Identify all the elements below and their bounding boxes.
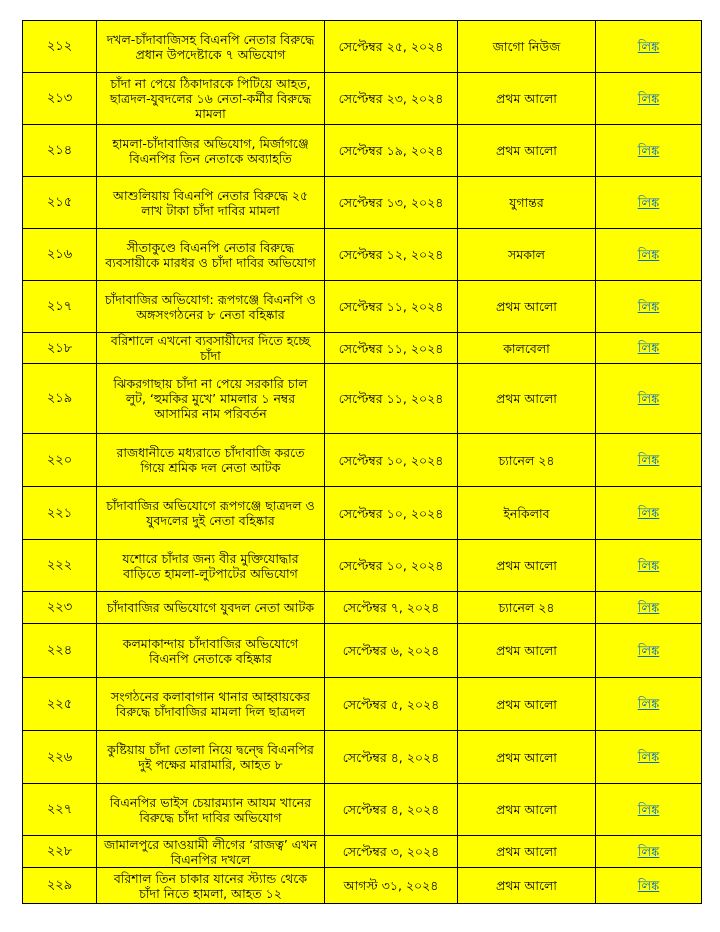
row-date: সেপ্টেম্বর ২৩, ২০২৪ [325,73,458,125]
row-title: যশোরে চাঁদার জন্য বীর মুক্তিযোদ্ধার বাড়িতে হামলা-লুটপাটের অভিযোগ [97,540,325,592]
row-date: সেপ্টেম্বর ১০, ২০২৪ [325,540,458,592]
row-number: ২২৩ [23,592,97,624]
table-row [23,73,702,125]
news-table-sheet [22,20,701,904]
row-title: ঝিকরগাছায় চাঁদা না পেয়ে সরকারি চাল লুট, ‘হুমকির মুখে’ মামলার ১ নম্বর আসামির নাম পরিবর্তন [97,364,325,434]
row-title: বরিশাল তিন চাকার যানের স্ট্যান্ড থেকে চাঁদা নিতে হামলা, আহত ১২ [97,868,325,904]
row-title: চাঁদাবাজির অভিযোগ: রূপগঞ্জে বিএনপি ও অঙ্গসংগঠনের ৮ নেতা বহিষ্কার [97,281,325,333]
table-row [23,333,702,364]
row-link[interactable]: লিঙ্ক [637,802,660,818]
row-link-cell [596,281,702,333]
row-date: সেপ্টেম্বর ৭, ২০২৪ [325,592,458,624]
row-link[interactable]: লিঙ্ক [637,299,660,315]
table-row [23,784,702,836]
row-number: ২১৭ [23,281,97,333]
row-link[interactable]: লিঙ্ক [637,558,660,574]
row-link[interactable]: লিঙ্ক [637,750,660,765]
row-source: প্রথম আলো [458,540,596,592]
table-row [23,624,702,678]
row-link-cell [596,434,702,487]
row-number: ২১৬ [23,229,97,281]
row-title: চাঁদাবাজির অভিযোগে রূপগঞ্জে ছাত্রদল ও যুবদলের দুই নেতা বহিষ্কার [97,487,325,540]
table-row [23,678,702,731]
row-date: সেপ্টেম্বর ৬, ২০২৪ [325,624,458,678]
row-date: সেপ্টেম্বর ১১, ২০২৪ [325,281,458,333]
row-title: হামলা-চাঁদাবাজির অভিযোগ, মির্জাগঞ্জে বিএনপির তিন নেতাকে অব্যাহতি [97,125,325,177]
row-link[interactable]: লিঙ্ক [637,391,660,407]
row-link-cell [596,229,702,281]
row-source: প্রথম আলো [458,281,596,333]
row-source: প্রথম আলো [458,125,596,177]
row-title: দখল-চাঁদাবাজিসহ বিএনপি নেতার বিরুদ্ধে প্রধান উপদেষ্টাকে ৭ অভিযোগ [97,21,325,73]
row-number: ২১৫ [23,177,97,229]
row-number: ২১৮ [23,333,97,364]
row-number: ২২০ [23,434,97,487]
row-link[interactable]: লিঙ্ক [637,697,660,712]
row-link[interactable]: লিঙ্ক [637,600,660,616]
row-number: ২২৭ [23,784,97,836]
row-date: সেপ্টেম্বর ১২, ২০২৪ [325,229,458,281]
row-link-cell [596,731,702,784]
row-number: ২২৯ [23,868,97,904]
news-table [22,20,702,904]
row-number: ২২৮ [23,836,97,868]
table-row [23,592,702,624]
row-link-cell [596,784,702,836]
table-row [23,281,702,333]
row-link-cell [596,73,702,125]
row-date: আগস্ট ৩১, ২০২৪ [325,868,458,904]
news-table-body [23,21,702,904]
row-number: ২২৪ [23,624,97,678]
row-title: চাঁদা না পেয়ে ঠিকাদারকে পিটিয়ে আহত, ছাত্রদল-যুবদলের ১৬ নেতা-কর্মীর বিরুদ্ধে মামলা [97,73,325,125]
row-source: ইনকিলাব [458,487,596,540]
row-source: প্রথম আলো [458,836,596,868]
row-title: বরিশালে এখনো ব্যবসায়ীদের দিতে হচ্ছে চাঁদা [97,333,325,364]
row-link[interactable]: লিঙ্ক [637,643,660,659]
table-row [23,21,702,73]
row-link[interactable]: লিঙ্ক [637,878,660,894]
row-link[interactable]: লিঙ্ক [637,844,660,860]
row-link-cell [596,21,702,73]
row-number: ২১২ [23,21,97,73]
row-date: সেপ্টেম্বর ৪, ২০২৪ [325,731,458,784]
row-title: রাজধানীতে মধ্যরাতে চাঁদাবাজি করতে গিয়ে শ্রমিক দল নেতা আটক [97,434,325,487]
row-link-cell [596,678,702,731]
table-row [23,868,702,904]
table-row [23,364,702,434]
row-number: ২২৫ [23,678,97,731]
table-row [23,836,702,868]
row-title: সংগঠনের কলাবাগান থানার আহ্বায়কের বিরুদ্ধে চাঁদাবাজির মামলা দিল ছাত্রদল [97,678,325,731]
row-link-cell [596,125,702,177]
row-link[interactable]: লিঙ্ক [637,341,660,356]
row-number: ২১৪ [23,125,97,177]
row-link[interactable]: লিঙ্ক [637,195,660,211]
row-title: জামালপুরে আওয়ামী লীগের ‘রাজত্ব’ এখন বিএনপির দখলে [97,836,325,868]
row-source: চ্যানেল ২৪ [458,592,596,624]
table-row [23,229,702,281]
row-date: সেপ্টেম্বর ১০, ২০২৪ [325,434,458,487]
row-link-cell [596,836,702,868]
row-link[interactable]: লিঙ্ক [637,453,660,468]
table-row [23,125,702,177]
row-link-cell [596,333,702,364]
row-source: প্রথম আলো [458,73,596,125]
row-title: কুষ্টিয়ায় চাঁদা তোলা নিয়ে দ্বন্দ্বে বিএনপির দুই পক্ষের মারামারি, আহত ৮ [97,731,325,784]
row-title: কলমাকান্দায় চাঁদাবাজির অভিযোগে বিএনপি নেতাকে বহিষ্কার [97,624,325,678]
row-number: ২১৯ [23,364,97,434]
row-date: সেপ্টেম্বর ২৫, ২০২৪ [325,21,458,73]
row-title: আশুলিয়ায় বিএনপি নেতার বিরুদ্ধে ২৫ লাখ টাকা চাঁদা দাবির মামলা [97,177,325,229]
row-title: সীতাকুণ্ডে বিএনপি নেতার বিরুদ্ধে ব্যবসায়ীকে মারধর ও চাঁদা দাবির অভিযোগ [97,229,325,281]
row-number: ২২৬ [23,731,97,784]
row-date: সেপ্টেম্বর ১৩, ২০২৪ [325,177,458,229]
row-link-cell [596,592,702,624]
row-source: যুগান্তর [458,177,596,229]
table-row [23,177,702,229]
row-source: প্রথম আলো [458,868,596,904]
row-source: প্রথম আলো [458,624,596,678]
row-link[interactable]: লিঙ্ক [637,91,660,107]
row-source: কালবেলা [458,333,596,364]
row-date: সেপ্টেম্বর ১১, ২০২৪ [325,364,458,434]
row-link-cell [596,487,702,540]
row-source: জাগো নিউজ [458,21,596,73]
row-link-cell [596,624,702,678]
row-number: ২২২ [23,540,97,592]
row-link[interactable]: লিঙ্ক [637,39,660,55]
row-date: সেপ্টেম্বর ১০, ২০২৪ [325,487,458,540]
row-link-cell [596,540,702,592]
row-title: চাঁদাবাজির অভিযোগে যুবদল নেতা আটক [97,592,325,624]
row-link[interactable]: লিঙ্ক [637,247,660,263]
row-source: প্রথম আলো [458,784,596,836]
row-link-cell [596,868,702,904]
row-title: বিএনপির ভাইস চেয়ারম্যান আযম খানের বিরুদ্ধে চাঁদা দাবির অভিযোগ [97,784,325,836]
row-source: প্রথম আলো [458,678,596,731]
row-date: সেপ্টেম্বর ১১, ২০২৪ [325,333,458,364]
row-date: সেপ্টেম্বর ১৯, ২০২৪ [325,125,458,177]
row-link[interactable]: লিঙ্ক [637,143,660,159]
table-row [23,434,702,487]
row-date: সেপ্টেম্বর ৫, ২০২৪ [325,678,458,731]
table-row [23,731,702,784]
row-source: সমকাল [458,229,596,281]
row-date: সেপ্টেম্বর ৪, ২০২৪ [325,784,458,836]
table-row [23,487,702,540]
row-date: সেপ্টেম্বর ৩, ২০২৪ [325,836,458,868]
row-link[interactable]: লিঙ্ক [637,506,660,521]
row-number: ২১৩ [23,73,97,125]
row-link-cell [596,364,702,434]
row-number: ২২১ [23,487,97,540]
row-source: প্রথম আলো [458,364,596,434]
table-row [23,540,702,592]
row-source: চ্যানেল ২৪ [458,434,596,487]
row-source: প্রথম আলো [458,731,596,784]
row-link-cell [596,177,702,229]
